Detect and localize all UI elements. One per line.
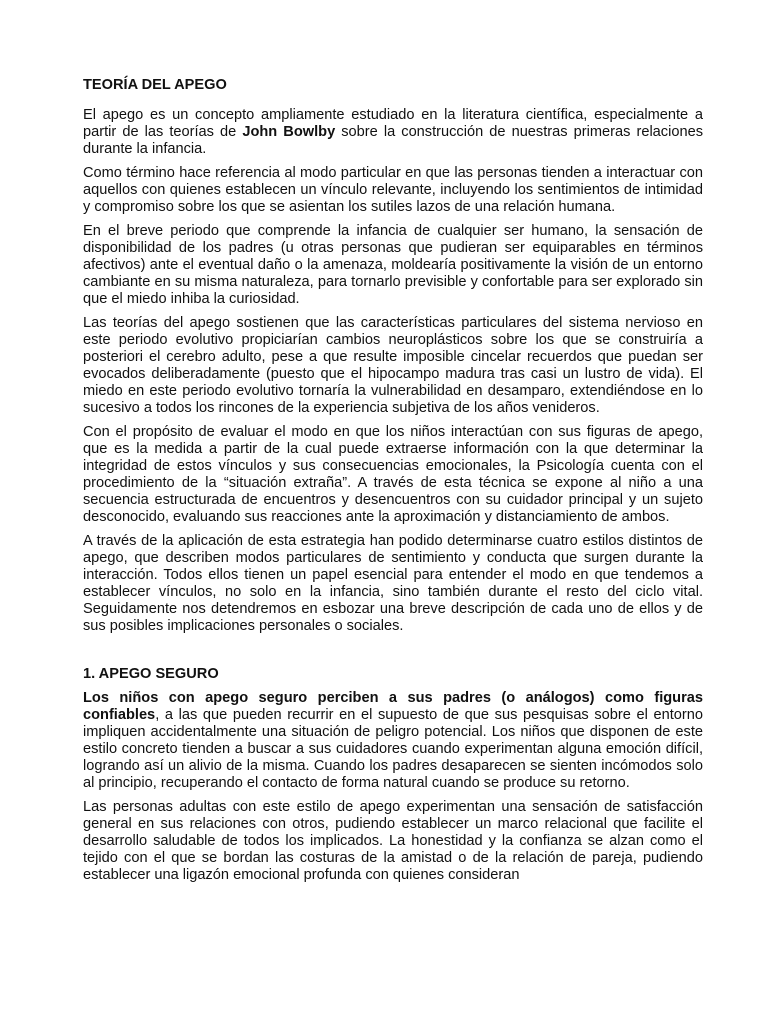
author-name: John Bowlby <box>242 124 336 140</box>
paragraph-secure-children <box>83 690 703 792</box>
document-body <box>83 77 703 891</box>
section-heading-secure-attachment: 1. APEGO SEGURO <box>83 666 219 682</box>
paragraph-strange-situation: Con el propósito de evaluar el modo en que los niños interactúan con sus figuras de apego, que es la medida a partir de la cual puede extraerse información con la que determinar la integridad de estos vínculos y sus consecuencias emocionales, la Psicología cuenta con el procedimiento de la “situación extraña”. A través de esta técnica se expone al niño a una secuencia estructurada de encuentros y desencuentros con su cuidador principal y un sujeto desconocido, evaluando sus reacciones ante la aproximación y distanciamiento de ambos. <box>83 424 703 525</box>
paragraph-intro <box>83 107 703 158</box>
secure-children-lead: Los niños con apego seguro perciben a sus padres (o análogos) como figuras confiables <box>83 690 703 723</box>
paragraph-secure-adults: Las personas adultas con este estilo de apego experimentan una sensación de satisfacción general en sus relaciones con otros, pudiendo establecer un marco relacional que facilite el desarrollo saludable de todos los implicados. La honestidad y la confianza se alzan como el tejido con el que se bordan las costuras de la amistad o de la relación de pareja, pudiendo establecer una ligazón emocional profunda con quienes consideran <box>83 799 703 883</box>
document-title: TEORÍA DEL APEGO <box>83 77 227 93</box>
paragraph-definition: Como término hace referencia al modo particular en que las personas tienden a interactuar con aquellos con quienes establecen un vínculo relevante, incluyendo los sentimientos de intimidad y compromiso sobre los que se asientan los sutiles lazos de una relación humana. <box>83 165 703 215</box>
paragraph-neuroplasticity: Las teorías del apego sostienen que las características particulares del sistema nervioso en este periodo evolutivo propiciarían cambios neuroplásticos sobre los que se construiría a posteriori el cerebro adulto, pese a que resulte imposible cincelar recuerdos que puedan ser evocados deliberadamente (puesto que el hipocampo madura tras casi un lustro de vida). El miedo en este periodo evolutivo tornaría la vulnerabilidad en desamparo, extendiéndose en lo sucesivo a todos los rincones de la experiencia subjetiva de los años venideros. <box>83 315 703 416</box>
paragraph-intro-text-end: sobre la construcción de nuestras primeras relaciones durante la infancia. <box>83 124 703 157</box>
secure-children-text: , a las que pueden recurrir en el supuesto de que sus pesquisas sobre el entorno impliquen accidentalmente una situación de peligro potencial. Los niños que disponen de este estilo concreto tienden a buscar a sus cuidadores cuando experimentan alguna emoción difícil, logrando así un alivio de la misma. Cuando los padres desaparecen se sienten incómodos solo al principio, recuperando el contacto de forma natural cuando se produce su retorno. <box>83 707 703 791</box>
paragraph-intro-text-start: El apego es un concepto ampliamente estudiado en la literatura científica, especialmente a partir de las teorías de <box>83 107 703 140</box>
paragraph-attachment-styles: A través de la aplicación de esta estrategia han podido determinarse cuatro estilos distintos de apego, que describen modos particulares de sentimiento y conducta que surgen durante la interacción. Todos ellos tienen un papel esencial para entender el modo en que tendemos a establecer vínculos, no solo en la infancia, sino también durante el resto del ciclo vital. Seguidamente nos detendremos en esbozar una breve descripción de cada uno de ellos y de sus posibles implicaciones personales o sociales. <box>83 533 703 634</box>
paragraph-infancy: En el breve periodo que comprende la infancia de cualquier ser humano, la sensación de disponibilidad de los padres (u otras personas que pudieran ser equiparables en términos afectivos) ante el eventual daño o la amenaza, moldearía positivamente la visión de un entorno cambiante en su misma naturaleza, para tornarlo previsible y confortable para ser explorado sin que el miedo inhiba la curiosidad. <box>83 223 703 307</box>
